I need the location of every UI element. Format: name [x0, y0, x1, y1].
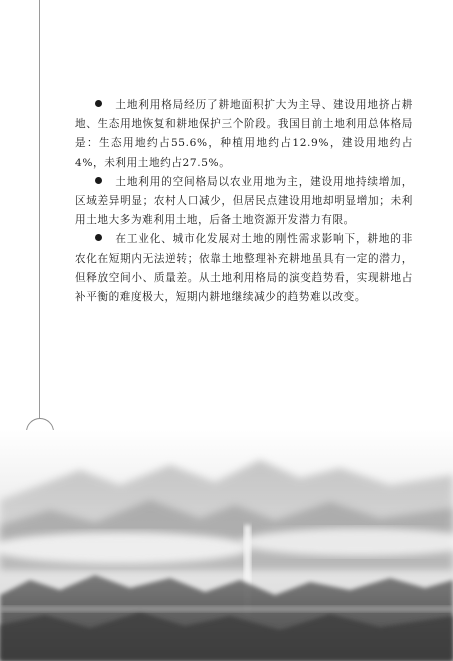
- bullet-icon: [95, 100, 102, 107]
- paragraph-2: [75, 173, 413, 231]
- margin-decorative-line: [39, 0, 40, 420]
- paragraph-1: [75, 96, 413, 173]
- body-text: [75, 96, 413, 307]
- paragraph-2-text: 土地利用的空间格局以农业用地为主，建设用地持续增加，区域差异明显；农村人口减少，但居民点建设用地却明显增加；未利用土地大多为难利用土地，后备土地资源开发潜力有限。: [75, 175, 413, 227]
- paragraph-3-text: 在工业化、城市化发展对土地的刚性需求影响下，耕地的非农化在短期内无法逆转；依靠土地整理补充耕地虽具有一定的潜力，但释放空间小、质量差。从土地利用格局的演变趋势看，实现耕地占补平衡的难度极大，短期内耕地继续减少的趋势难以改变。: [75, 233, 413, 304]
- bullet-icon: [95, 177, 102, 184]
- paragraph-1-text: 土地利用格局经历了耕地面积扩大为主导、建设用地挤占耕地、生态用地恢复和耕地保护三个阶段。我国目前土地利用总体格局是：生态用地约占55.6%，种植用地约占12.9%，建设用地约占4%，未利用土地约占27.5%。: [75, 99, 413, 169]
- misty-landscape-image: [0, 430, 453, 661]
- bullet-icon: [95, 234, 102, 241]
- paragraph-3: [75, 230, 413, 307]
